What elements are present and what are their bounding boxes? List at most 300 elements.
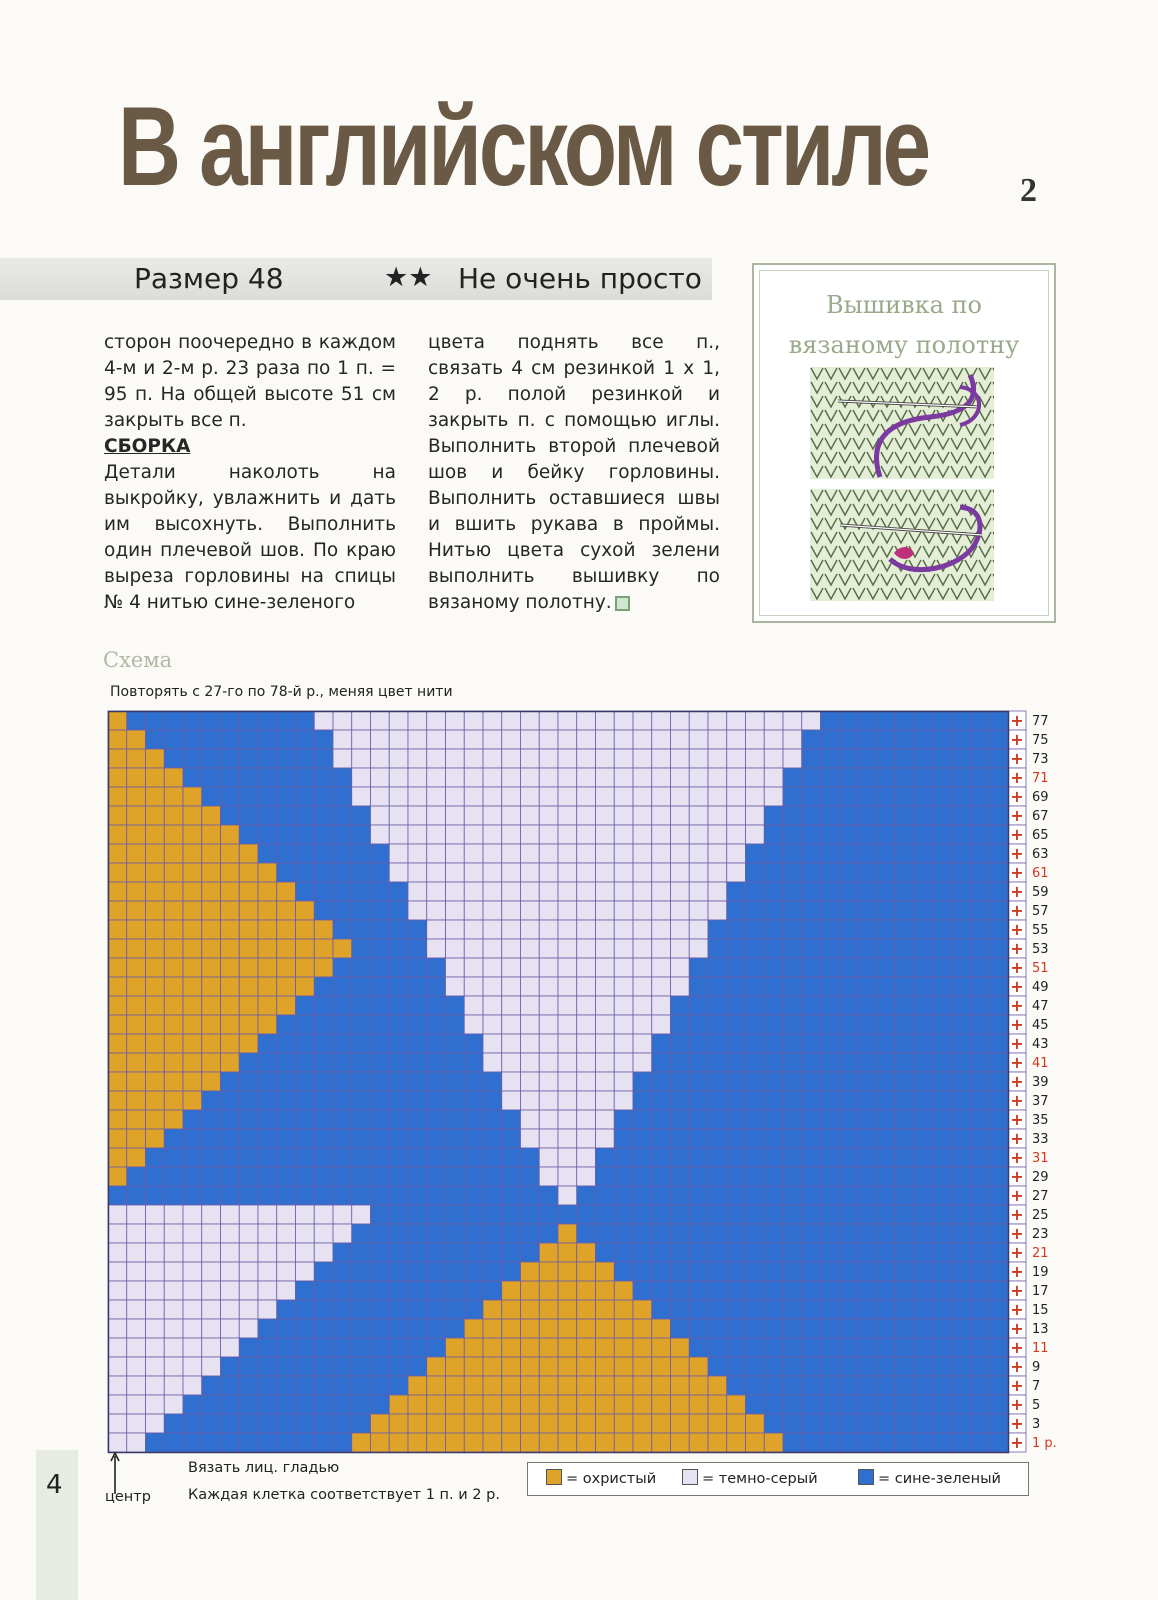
chart-cell (596, 711, 615, 730)
chart-cell (333, 1091, 352, 1110)
chart-cell (971, 1053, 990, 1072)
chart-cell (971, 1167, 990, 1186)
chart-cell (464, 1205, 483, 1224)
chart-cell (614, 730, 633, 749)
chart-cell (221, 1224, 240, 1243)
chart-cell (314, 1034, 333, 1053)
chart-cell (202, 1281, 221, 1300)
chart-cell (727, 1205, 746, 1224)
chart-cell (464, 1433, 483, 1452)
chart-cell (877, 1034, 896, 1053)
chart-cell (314, 1395, 333, 1414)
chart-cell (446, 863, 465, 882)
chart-cell (933, 1148, 952, 1167)
chart-cell (933, 1091, 952, 1110)
chart-cell (427, 1186, 446, 1205)
chart-cell (558, 806, 577, 825)
chart-cell (708, 806, 727, 825)
chart-cell (408, 1281, 427, 1300)
chart-cell (858, 958, 877, 977)
chart-cell (483, 1091, 502, 1110)
chart-cell (596, 1338, 615, 1357)
chart-cell (389, 1034, 408, 1053)
chart-cell (558, 1433, 577, 1452)
chart-cell (502, 1072, 521, 1091)
chart-cell (877, 1357, 896, 1376)
chart-cell (633, 1357, 652, 1376)
chart-cell (558, 996, 577, 1015)
chart-cell (821, 749, 840, 768)
chart-cell (389, 1433, 408, 1452)
chart-cell (896, 1395, 915, 1414)
row-label: 23 (1032, 1227, 1049, 1242)
chart-cell (614, 1262, 633, 1281)
chart-cell (971, 1205, 990, 1224)
chart-cell (427, 882, 446, 901)
sidebar-title-line2: вязаному полотну (788, 331, 1020, 359)
chart-cell (521, 1053, 540, 1072)
chart-cell (164, 1072, 183, 1091)
chart-cell (989, 977, 1008, 996)
chart-cell (333, 730, 352, 749)
chart-cell (821, 806, 840, 825)
plus-marker-icon: + (1010, 1281, 1024, 1300)
row-label: 65 (1032, 828, 1049, 843)
chart-cell (764, 1395, 783, 1414)
chart-cell (239, 882, 258, 901)
chart-cell (408, 1072, 427, 1091)
chart-cell (502, 1338, 521, 1357)
row-label: 75 (1032, 733, 1049, 748)
chart-cell (296, 1091, 315, 1110)
chart-cell (352, 806, 371, 825)
chart-cell (146, 1338, 165, 1357)
chart-cell (202, 1148, 221, 1167)
chart-cell (839, 1376, 858, 1395)
chart-cell (333, 844, 352, 863)
chart-cell (539, 977, 558, 996)
chart-cell (914, 1243, 933, 1262)
chart-cell (108, 1091, 127, 1110)
chart-cell (971, 1414, 990, 1433)
chart-cell (333, 882, 352, 901)
chart-cell (746, 1433, 765, 1452)
chart-cell (314, 996, 333, 1015)
chart-cell (502, 749, 521, 768)
chart-cell (877, 1205, 896, 1224)
chart-cell (183, 863, 202, 882)
chart-cell (277, 958, 296, 977)
chart-cell (689, 1224, 708, 1243)
chart-cell (389, 1015, 408, 1034)
chart-cell (221, 958, 240, 977)
chart-cell (221, 825, 240, 844)
chart-cell (558, 958, 577, 977)
chart-cell (971, 1072, 990, 1091)
chart-cell (577, 1110, 596, 1129)
chart-cell (821, 1015, 840, 1034)
chart-cell (577, 1034, 596, 1053)
plus-marker-icon: + (1010, 1243, 1024, 1262)
chart-cell (896, 1357, 915, 1376)
chart-cell (764, 1110, 783, 1129)
chart-cell (746, 1376, 765, 1395)
chart-cell (558, 1281, 577, 1300)
chart-cell (633, 1376, 652, 1395)
chart-cell (258, 1110, 277, 1129)
chart-cell (164, 730, 183, 749)
chart-cell (277, 920, 296, 939)
chart-cell (427, 1319, 446, 1338)
chart-cell (258, 787, 277, 806)
chart-cell (164, 1338, 183, 1357)
chart-cell (108, 1395, 127, 1414)
chart-cell (633, 806, 652, 825)
chart-cell (314, 1186, 333, 1205)
chart-cell (146, 1281, 165, 1300)
chart-cell (614, 844, 633, 863)
chart-cell (408, 1167, 427, 1186)
chart-cell (689, 1395, 708, 1414)
chart-cell (596, 1148, 615, 1167)
chart-cell (239, 1205, 258, 1224)
chart-cell (483, 977, 502, 996)
chart-cell (202, 1167, 221, 1186)
chart-cell (746, 1281, 765, 1300)
chart-cell (896, 1110, 915, 1129)
chart-cell (877, 996, 896, 1015)
chart-cell (689, 977, 708, 996)
chart-cell (821, 977, 840, 996)
chart-cell (671, 1205, 690, 1224)
chart-cell (502, 1091, 521, 1110)
chart-cell (333, 958, 352, 977)
row-label: 17 (1032, 1284, 1049, 1299)
chart-cell (277, 730, 296, 749)
row-label: 5 (1032, 1398, 1041, 1413)
chart-cell (239, 1072, 258, 1091)
chart-cell (971, 711, 990, 730)
chart-cell (258, 996, 277, 1015)
chart-cell (427, 901, 446, 920)
ochre-swatch-icon (546, 1469, 562, 1485)
chart-cell (389, 1205, 408, 1224)
chart-cell (914, 1015, 933, 1034)
chart-cell (971, 1300, 990, 1319)
chart-cell (558, 1395, 577, 1414)
chart-cell (989, 1186, 1008, 1205)
chart-cell (877, 844, 896, 863)
chart-cell (427, 1281, 446, 1300)
chart-cell (896, 882, 915, 901)
chart-cell (783, 901, 802, 920)
chart-cell (446, 1148, 465, 1167)
chart-cell (258, 1281, 277, 1300)
chart-cell (708, 1338, 727, 1357)
chart-cell (839, 882, 858, 901)
chart-cell (614, 749, 633, 768)
chart-cell (802, 1262, 821, 1281)
chart-cell (783, 1395, 802, 1414)
chart-cell (108, 768, 127, 787)
plus-marker-icon: + (1010, 1129, 1024, 1148)
chart-cell (746, 711, 765, 730)
chart-cell (389, 1110, 408, 1129)
chart-cell (764, 1376, 783, 1395)
chart-cell (933, 1300, 952, 1319)
chart-cell (258, 1129, 277, 1148)
chart-cell (652, 1414, 671, 1433)
chart-cell (577, 1015, 596, 1034)
chart-cell (277, 711, 296, 730)
chart-cell (746, 1053, 765, 1072)
chart-cell (952, 1357, 971, 1376)
chart-cell (408, 1262, 427, 1281)
chart-cell (989, 1091, 1008, 1110)
chart-cell (127, 882, 146, 901)
chart-cell (464, 1376, 483, 1395)
chart-cell (483, 787, 502, 806)
chart-cell (821, 1053, 840, 1072)
chart-cell (183, 1110, 202, 1129)
chart-cell (858, 1186, 877, 1205)
chart-cell (521, 1205, 540, 1224)
chart-cell (971, 787, 990, 806)
chart-cell (558, 1300, 577, 1319)
chart-cell (408, 901, 427, 920)
chart-cell (933, 1053, 952, 1072)
chart-cell (802, 711, 821, 730)
chart-cell (202, 749, 221, 768)
row-label: 33 (1032, 1132, 1049, 1147)
chart-cell (689, 1376, 708, 1395)
chart-cell (464, 1167, 483, 1186)
chart-cell (127, 1091, 146, 1110)
chart-cell (446, 996, 465, 1015)
chart-cell (483, 711, 502, 730)
chart-cell (352, 1300, 371, 1319)
chart-cell (202, 1034, 221, 1053)
chart-cell (502, 901, 521, 920)
chart-cell (671, 958, 690, 977)
chart-cell (314, 1167, 333, 1186)
chart-cell (558, 1319, 577, 1338)
row-label: 71 (1032, 771, 1049, 786)
row-label: 69 (1032, 790, 1049, 805)
chart-cell (802, 1414, 821, 1433)
chart-cell (371, 977, 390, 996)
chart-cell (202, 1243, 221, 1262)
chart-cell (971, 977, 990, 996)
chart-cell (952, 1338, 971, 1357)
chart-cell (764, 939, 783, 958)
chart-cell (858, 1015, 877, 1034)
chart-cell (802, 1110, 821, 1129)
chart-cell (858, 977, 877, 996)
chart-cell (877, 863, 896, 882)
chart-cell (839, 1262, 858, 1281)
chart-cell (577, 1091, 596, 1110)
chart-cell (539, 901, 558, 920)
chart-cell (896, 730, 915, 749)
row-label: 39 (1032, 1075, 1049, 1090)
chart-cell (558, 1224, 577, 1243)
chart-cell (464, 1034, 483, 1053)
chart-cell (839, 863, 858, 882)
chart-cell (127, 958, 146, 977)
chart-cell (502, 711, 521, 730)
chart-cell (802, 844, 821, 863)
chart-cell (896, 1338, 915, 1357)
row-label: 49 (1032, 980, 1049, 995)
chart-cell (258, 1148, 277, 1167)
chart-cell (164, 1300, 183, 1319)
chart-cell (427, 844, 446, 863)
chart-cell (258, 1091, 277, 1110)
chart-cell (689, 1414, 708, 1433)
chart-cell (502, 1319, 521, 1338)
chart-cell (146, 1053, 165, 1072)
chart-cell (952, 1205, 971, 1224)
chart-cell (783, 1110, 802, 1129)
chart-cell (746, 806, 765, 825)
chart-cell (108, 1148, 127, 1167)
chart-cell (464, 768, 483, 787)
chart-cell (596, 730, 615, 749)
chart-cell (183, 844, 202, 863)
chart-cell (352, 844, 371, 863)
chart-cell (202, 1376, 221, 1395)
chart-cell (896, 1281, 915, 1300)
plus-marker-icon: + (1010, 825, 1024, 844)
chart-cell (671, 1433, 690, 1452)
chart-cell (783, 1319, 802, 1338)
chart-cell (727, 863, 746, 882)
chart-cell (314, 1357, 333, 1376)
chart-cell (258, 1205, 277, 1224)
chart-cell (783, 1376, 802, 1395)
chart-cell (539, 768, 558, 787)
chart-cell (764, 1072, 783, 1091)
chart-cell (652, 1376, 671, 1395)
chart-cell (671, 920, 690, 939)
chart-cell (521, 996, 540, 1015)
chart-cell (239, 1186, 258, 1205)
chart-cell (146, 996, 165, 1015)
chart-cell (221, 1129, 240, 1148)
chart-cell (652, 1205, 671, 1224)
chart-cell (933, 730, 952, 749)
chart-cell (446, 1110, 465, 1129)
chart-cell (371, 901, 390, 920)
plus-marker-icon: + (1010, 1148, 1024, 1167)
chart-cell (389, 787, 408, 806)
chart-cell (689, 1167, 708, 1186)
chart-cell (896, 1129, 915, 1148)
chart-cell (314, 1015, 333, 1034)
page-number: 4 (46, 1470, 63, 1500)
chart-cell (933, 749, 952, 768)
chart-cell (652, 882, 671, 901)
chart-cell (989, 844, 1008, 863)
chart-cell (671, 711, 690, 730)
chart-cell (239, 768, 258, 787)
chart-cell (764, 1281, 783, 1300)
chart-cell (914, 1110, 933, 1129)
row-label: 15 (1032, 1303, 1049, 1318)
chart-cell (783, 863, 802, 882)
chart-cell (539, 1357, 558, 1376)
chart-cell (577, 1224, 596, 1243)
chart-cell (858, 996, 877, 1015)
chart-cell (802, 901, 821, 920)
chart-cell (708, 787, 727, 806)
chart-cell (333, 1262, 352, 1281)
chart-cell (914, 1091, 933, 1110)
row-label: 29 (1032, 1170, 1049, 1185)
chart-cell (446, 1091, 465, 1110)
legend-item-ochre (546, 1469, 656, 1487)
chart-cell (333, 1433, 352, 1452)
chart-cell (896, 977, 915, 996)
chart-cell (239, 863, 258, 882)
chart-cell (483, 1300, 502, 1319)
chart-cell (277, 1300, 296, 1319)
chart-cell (727, 1319, 746, 1338)
chart-cell (652, 1053, 671, 1072)
chart-cell (671, 1148, 690, 1167)
chart-cell (464, 1243, 483, 1262)
chart-cell (858, 730, 877, 749)
chart-cell (971, 1338, 990, 1357)
chart-cell (558, 1243, 577, 1262)
chart-cell (427, 1205, 446, 1224)
chart-cell (896, 996, 915, 1015)
chart-cell (577, 958, 596, 977)
chart-cell (596, 1015, 615, 1034)
chart-cell (614, 1129, 633, 1148)
chart-cell (896, 825, 915, 844)
chart-cell (502, 1395, 521, 1414)
chart-cell (933, 1186, 952, 1205)
chart-cell (633, 787, 652, 806)
chart-cell (764, 749, 783, 768)
chart-cell (183, 825, 202, 844)
chart-cell (896, 1433, 915, 1452)
chart-cell (971, 825, 990, 844)
chart-cell (614, 1110, 633, 1129)
chart-cell (577, 1129, 596, 1148)
chart-cell (164, 1148, 183, 1167)
chart-cell (877, 768, 896, 787)
chart-cell (614, 1072, 633, 1091)
row-label: 31 (1032, 1151, 1049, 1166)
intro-paragraph: сторон поочередно в каждом 4-м и 2-м р. 23 раза по 1 п. = 95 п. На общей высоте 51 см закрыть все п. (104, 332, 396, 431)
chart-cell (258, 920, 277, 939)
chart-cell (577, 1414, 596, 1433)
chart-cell (164, 1091, 183, 1110)
chart-cell (877, 1433, 896, 1452)
chart-cell (183, 1243, 202, 1262)
chart-cell (746, 1091, 765, 1110)
chart-cell (896, 1262, 915, 1281)
chart-cell (839, 749, 858, 768)
end-mark-icon (615, 596, 630, 611)
chart-cell (146, 1110, 165, 1129)
chart-cell (783, 1281, 802, 1300)
chart-cell (521, 1414, 540, 1433)
chart-cell (127, 806, 146, 825)
